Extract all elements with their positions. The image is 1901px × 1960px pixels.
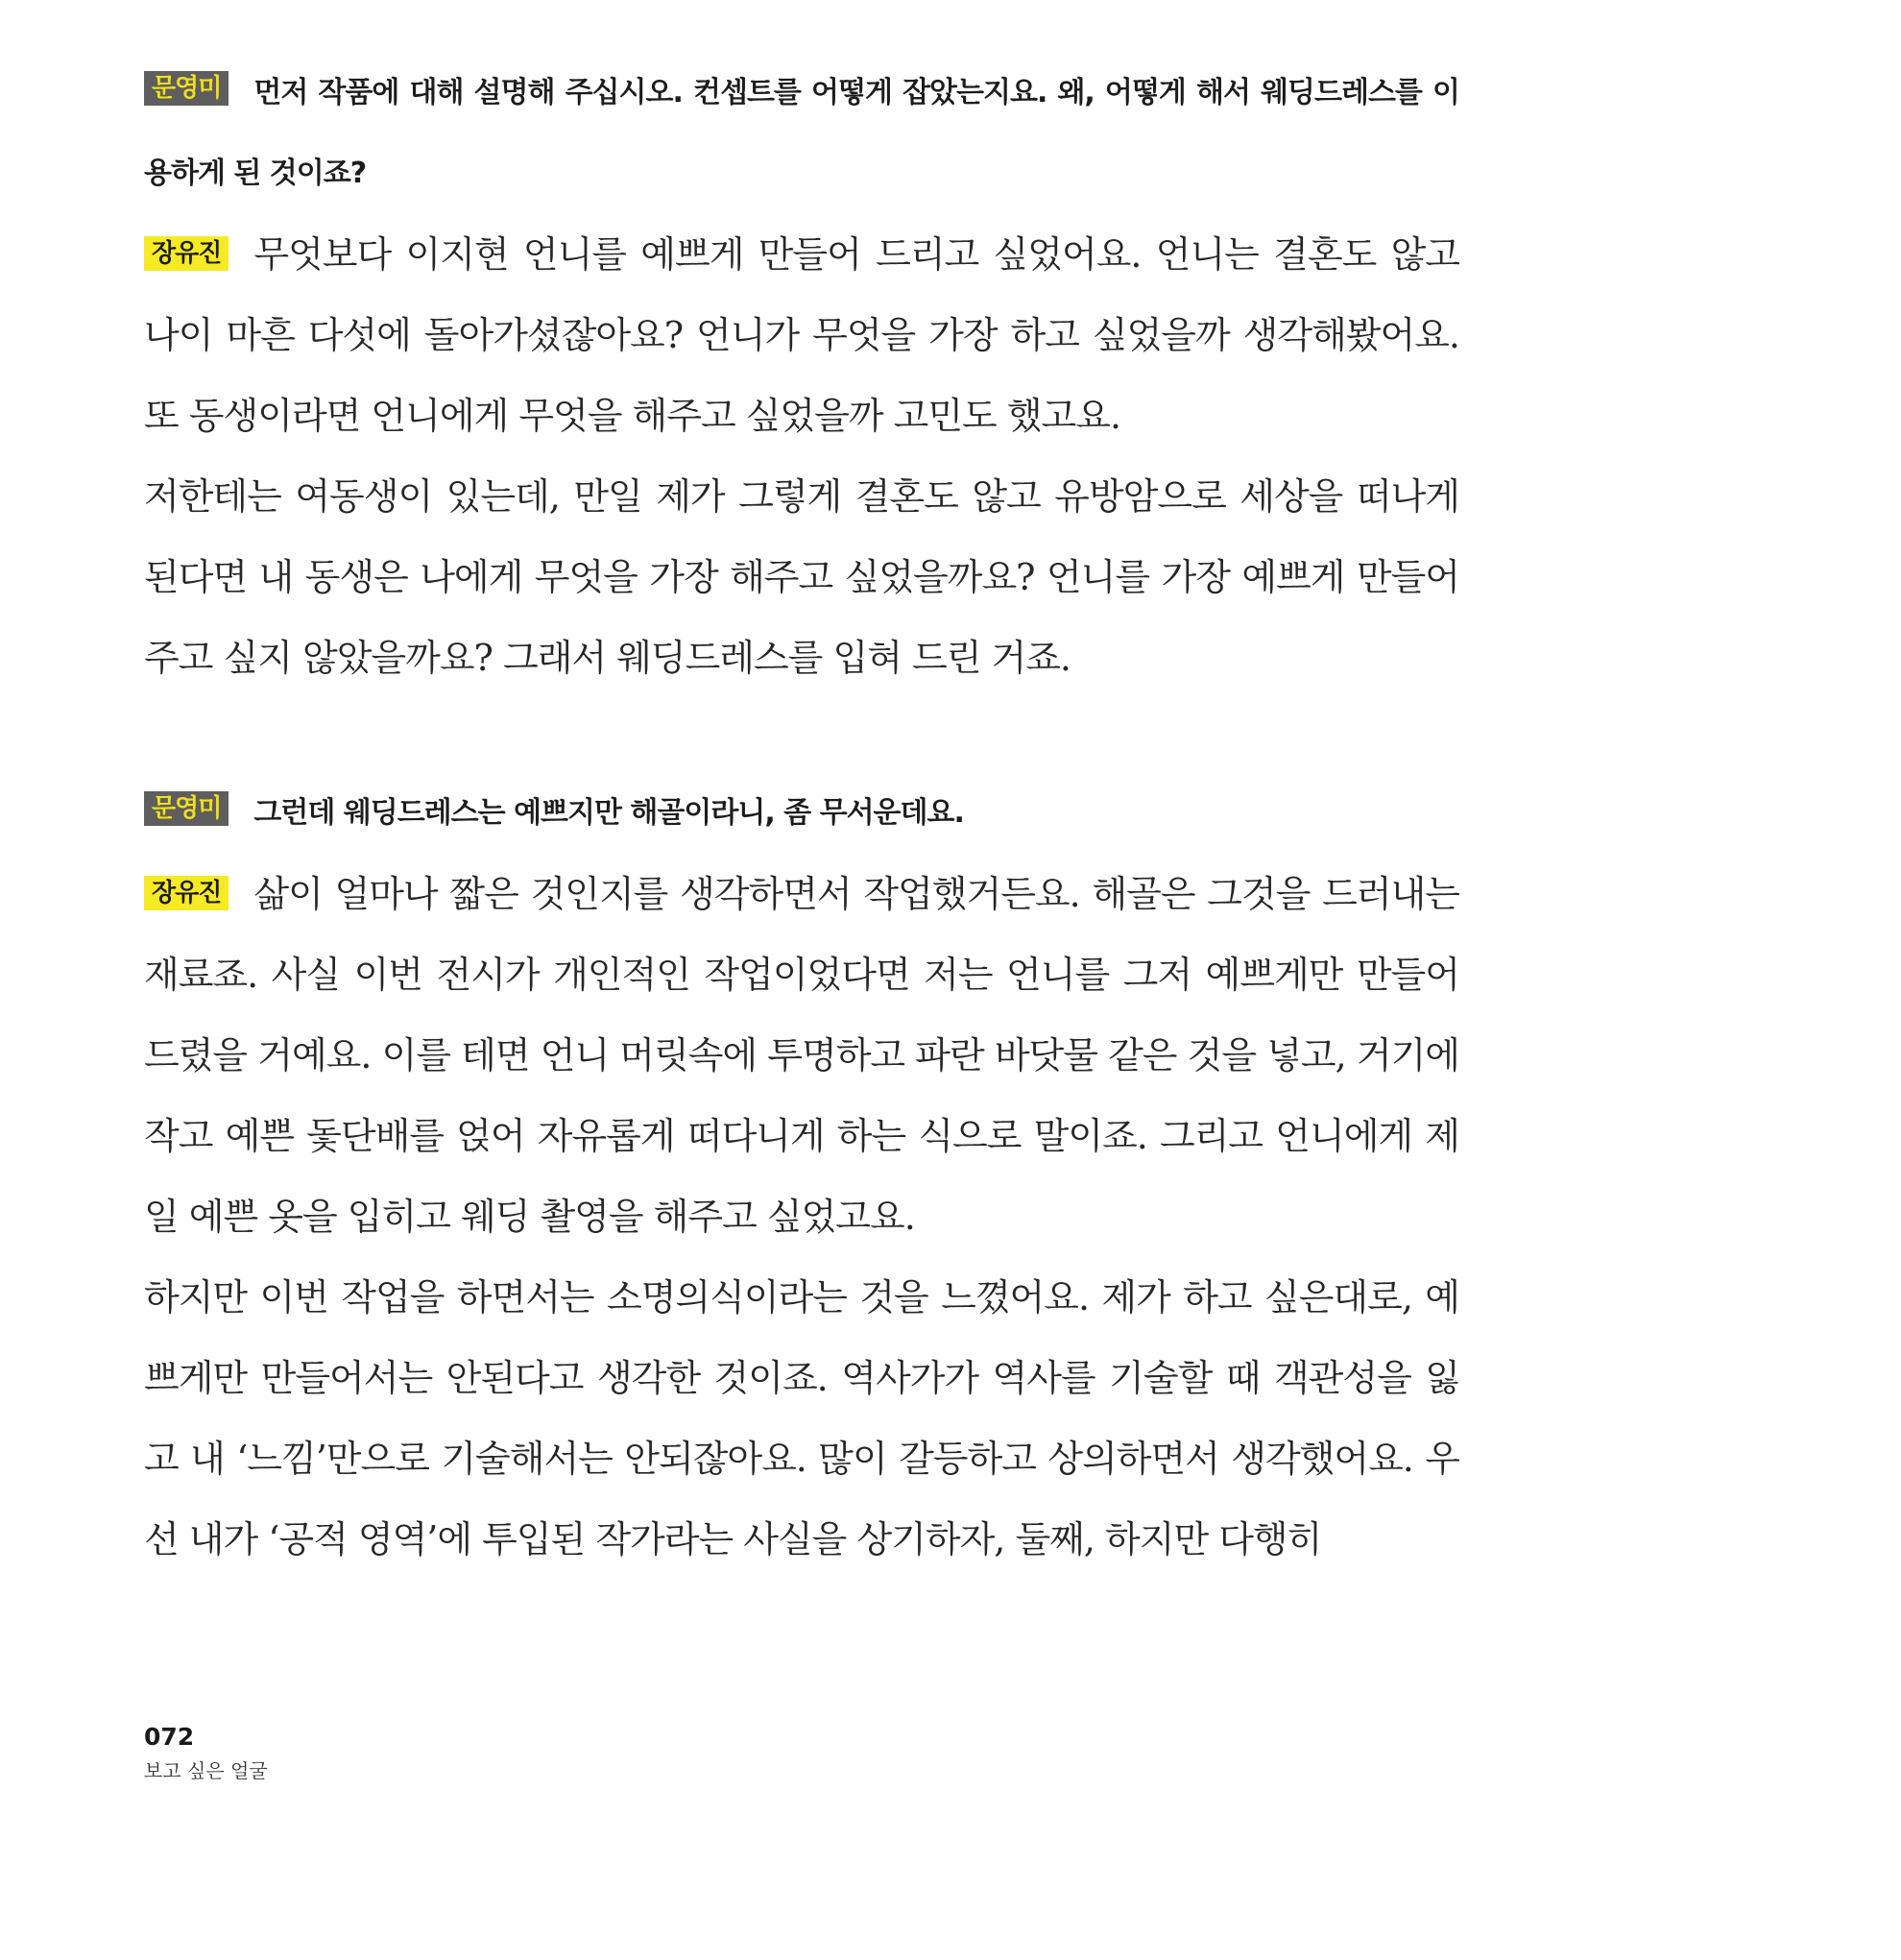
artist-tag: 장유진 xyxy=(144,236,229,271)
answer-paragraph xyxy=(144,854,1459,1257)
page-content xyxy=(144,53,1459,1580)
answer-text: 삶이 얼마나 짧은 것인지를 생각하면서 작업했거든요. 해골은 그것을 드러내는 재료죠. 사실 이번 전시가 개인적인 작업이었다면 저는 언니를 그저 예쁘게만 만들어 드렸을 거예요. 이를 테면 언니 머릿속에 투명하고 파란 바닷물 같은 것을 넣고, 거기에 작고 예쁜 돛단배를 얹어 자유롭게 떠다니게 하는 식으로 말이죠. 그리고 언니에게 제일 예쁜 옷을 입히고 웨딩 촬영을 해주고 싶었고요. xyxy=(144,873,1459,1238)
question-2 xyxy=(144,773,1459,854)
answer-paragraph: 저한테는 여동생이 있는데, 만일 제가 그렇게 결혼도 않고 유방암으로 세상을 떠나게 된다면 내 동생은 나에게 무엇을 가장 해주고 싶었을까요? 언니를 가장 예쁘게 만들어주고 싶지 않았을까요? 그래서 웨딩드레스를 입혀 드린 거죠. xyxy=(144,475,1459,679)
answer-2 xyxy=(144,854,1459,1580)
answer-1 xyxy=(144,214,1459,698)
section-gap xyxy=(144,698,1459,773)
artist-tag: 장유진 xyxy=(144,876,229,910)
answer-paragraph: 하지만 이번 작업을 하면서는 소명의식이라는 것을 느꼈어요. 제가 하고 싶은대로, 예쁘게만 만들어서는 안된다고 생각한 것이죠. 역사가가 역사를 기술할 때 객관성을 잃고 내 ‘느낌’만으로 기술해서는 안되잖아요. 많이 갈등하고 상의하면서 생각했어요. 우선 내가 ‘공적 영역’에 투입된 작가라는 사실을 상기하자, 둘째, 하지만 다행히 xyxy=(144,1276,1459,1561)
answer-paragraph xyxy=(144,214,1459,456)
question-text: 먼저 작품에 대해 설명해 주십시오. 컨셉트를 어떻게 잡았는지요. 왜, 어떻게 해서 웨딩드레스를 이용하게 된 것이죠? xyxy=(144,76,1459,190)
answer-text: 무엇보다 이지현 언니를 예쁘게 만들어 드리고 싶었어요. 언니는 결혼도 않고 나이 마흔 다섯에 돌아가셨잖아요? 언니가 무엇을 가장 하고 싶었을까 생각해봤어요. 또 동생이라면 언니에게 무엇을 해주고 싶었을까 고민도 했고요. xyxy=(144,233,1459,437)
question-1 xyxy=(144,53,1459,214)
question-text: 그런데 웨딩드레스는 예쁘지만 해골이라니, 좀 무서운데요. xyxy=(253,796,964,830)
book-title: 보고 싶은 얼굴 xyxy=(144,1759,268,1782)
interviewer-tag: 문영미 xyxy=(144,791,229,826)
page-number: 072 xyxy=(144,1723,195,1751)
page-footer xyxy=(144,1722,268,1785)
interviewer-tag: 문영미 xyxy=(144,71,229,106)
